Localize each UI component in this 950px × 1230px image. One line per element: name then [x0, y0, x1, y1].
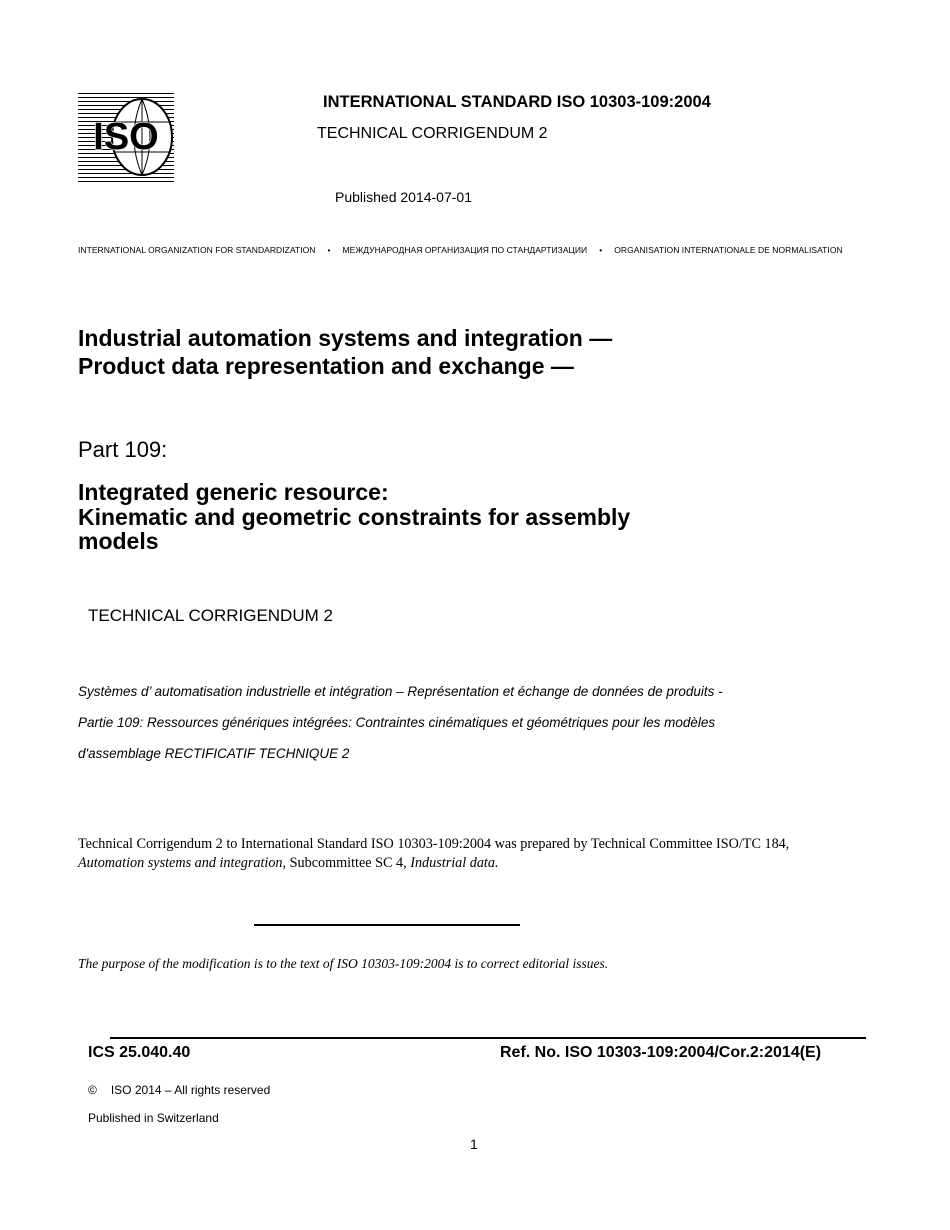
iso-logo-text: ISO	[93, 116, 159, 158]
org-name-russian: МЕЖДУНАРОДНАЯ ОРГАНИЗАЦИЯ ПО СТАНДАРТИЗАЦИИ	[342, 245, 588, 255]
divider	[254, 924, 520, 926]
main-title	[78, 324, 612, 380]
org-name-english: INTERNATIONAL ORGANIZATION FOR STANDARDIZATION	[78, 245, 316, 255]
org-separator: •	[599, 245, 603, 255]
iso-logo	[78, 92, 174, 183]
purpose-statement: The purpose of the modification is to the text of ISO 10303-109:2004 is to correct editorial issues.	[78, 956, 609, 971]
organization-names	[78, 245, 843, 255]
standard-title: INTERNATIONAL STANDARD ISO 10303-109:2004	[323, 93, 711, 111]
french-title-line: Partie 109: Ressources génériques intégrées: Contraintes cinématiques et géométriques pour les modèles	[78, 715, 716, 730]
french-title-line: d'assemblage RECTIFICATIF TECHNIQUE 2	[78, 746, 350, 761]
copyright	[88, 1083, 270, 1097]
main-title-line: Industrial automation systems and integration —	[78, 325, 613, 351]
preparation-statement	[78, 835, 798, 873]
sub-title-line: models	[78, 528, 159, 554]
committee-name: Automation systems and integration,	[78, 855, 287, 871]
french-title	[78, 676, 723, 769]
footer-divider	[110, 1037, 866, 1039]
sub-title-line: Kinematic and geometric constraints for assembly	[78, 503, 631, 530]
org-separator: •	[327, 245, 331, 255]
subcommittee-name: Industrial data.	[410, 855, 499, 871]
published-in: Published in Switzerland	[88, 1111, 219, 1125]
sub-title	[78, 480, 630, 554]
copyright-text: ISO 2014 – All rights reserved	[110, 1083, 271, 1097]
preparation-text: Subcommittee SC 4,	[286, 855, 411, 871]
french-title-line: Systèmes d’ automatisation industrielle et intégration – Représentation et échange de données de produits -	[78, 684, 723, 699]
org-name-french: ORGANISATION INTERNATIONALE DE NORMALISATION	[614, 245, 843, 255]
ics-code: ICS 25.040.40	[88, 1044, 191, 1061]
copyright-icon: ©	[88, 1083, 97, 1097]
published-date: Published 2014-07-01	[335, 189, 472, 205]
part-number: Part 109:	[78, 437, 168, 462]
main-title-line: Product data representation and exchange —	[78, 353, 574, 379]
page-number: 1	[470, 1136, 478, 1152]
sub-title-line: Integrated generic resource:	[78, 479, 389, 505]
corrigendum-label: TECHNICAL CORRIGENDUM 2	[88, 606, 333, 625]
iso-logo-graphic	[78, 92, 174, 183]
preparation-text: Technical Corrigendum 2 to International Standard ISO 10303-109:2004 was prepared by Technical Committee ISO/TC 184,	[78, 836, 790, 852]
corrigendum-heading: TECHNICAL CORRIGENDUM 2	[317, 125, 548, 142]
reference-number: Ref. No. ISO 10303-109:2004/Cor.2:2014(E)	[500, 1044, 822, 1061]
